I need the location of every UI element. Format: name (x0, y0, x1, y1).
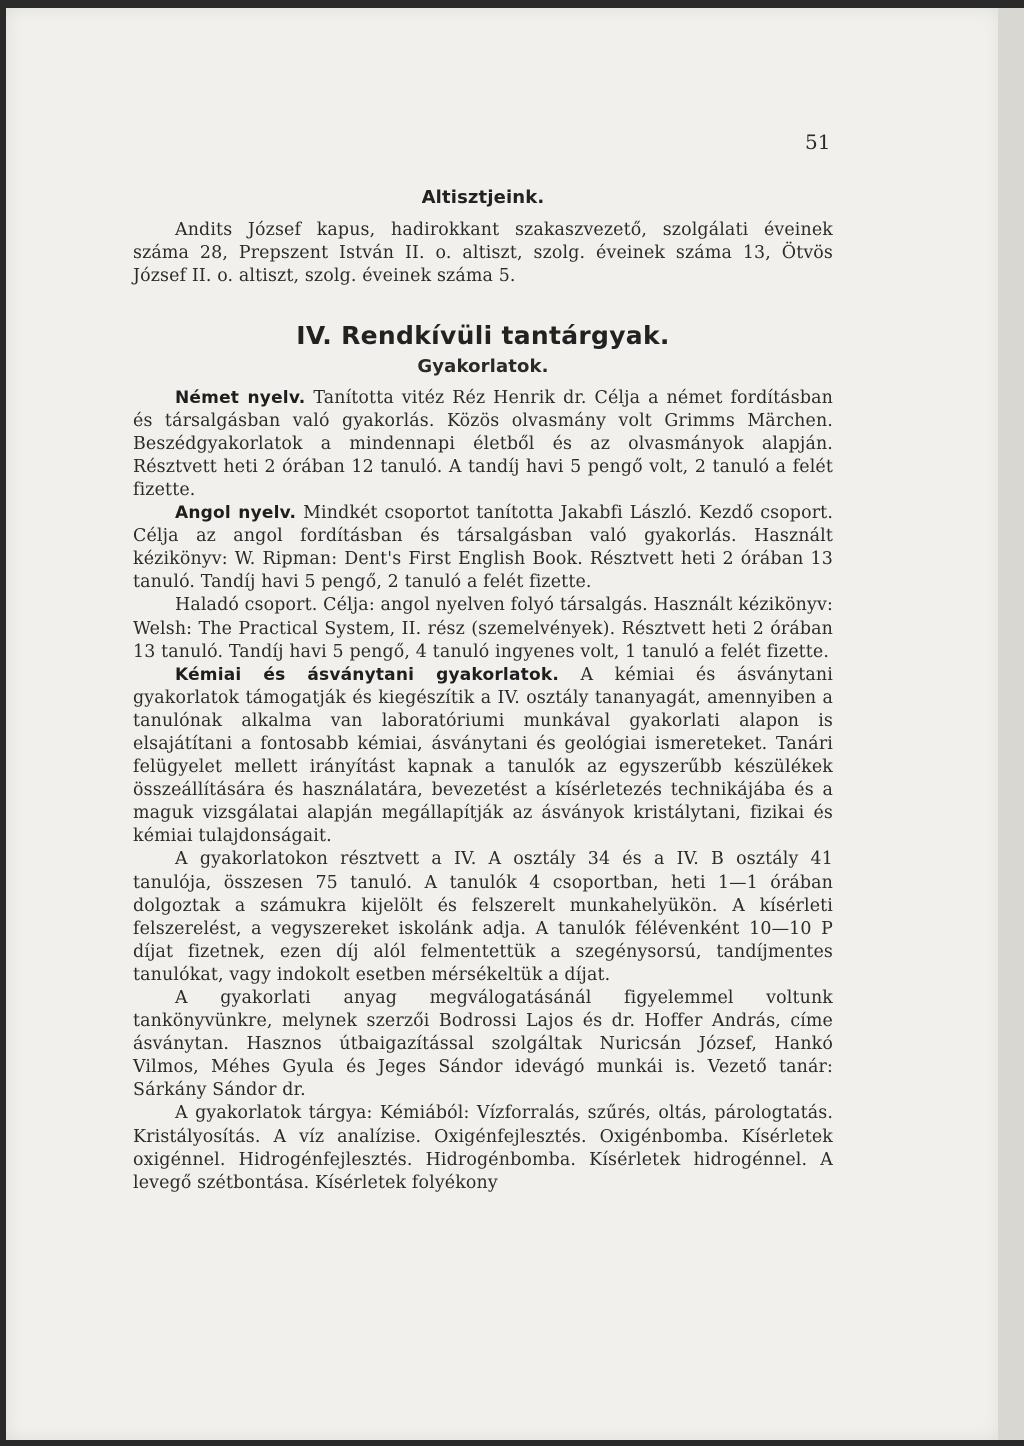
section-title: IV. Rendkívüli tantárgyak. (296, 321, 670, 351)
section-subtitle: Gyakorlatok. (417, 356, 549, 378)
kemiai-lead: Kémiai és ásványtani gyakorlatok. (175, 664, 560, 685)
kemiai-paragraph-2: A gyakorlatokon résztvett a IV. A osztály 34 és a IV. B osztály 41 tanulója, összesen 75 tanuló. A tanulók 4 csoportban, heti 1—1 órában dolgoztak a számukra kijelölt és felszerelt munkahelyükön. A kísérleti felszerelést, a vegyszereket iskolánk adja. A tanulók félévenként 10—10 P díjat fizetnek, ezen díj alól felmentettük a szegénysorsú, tandíjmentes tanulókat, vagy indokolt esetben mérsékeltük a díjat. (133, 849, 833, 985)
nemet-paragraph (133, 387, 833, 502)
angol-lead: Angol nyelv. (175, 503, 297, 524)
kemiai-text: A kémiai és ásványtani gyakorlatok támogatják és kiegészítik a IV. osztály tananyagát, amennyiben a tanulónak alkalma van laboratóriumi munkával gyakorlati alapon is elsajátítani a fontosabb kémiai, ásványtani és geológiai ismereteket. Tanári felügyelet mellett irányítást kapnak a tanulók az egyszerűbb készülékek összeállítására és használatára, bevezetést a kísérletezés technikájába és a maguk vizsgálatai alapján megállapítják az ásványok kristálytani, fizikai és kémiai tulajdonságait. (133, 664, 833, 847)
altisztjeink-paragraph: Andits József kapus, hadirokkant szakaszvezető, szolgálati éveinek száma 28, Prepszent István II. o. altiszt, szolg. éveinek száma 13, Ötvös József II. o. altiszt, szolg. éveinek száma 5. (133, 220, 833, 287)
page-content (133, 0, 833, 1195)
page-number: 51 (805, 130, 831, 154)
kemiai-paragraph (133, 664, 833, 849)
page-edge (998, 8, 1024, 1440)
nemet-text: Tanította vitéz Réz Henrik dr. Célja a német fordításban és társalgásban való gyakorlás. Közös olvasmány volt Grimms Märchen. Beszédgyakorlatok a mindennapi életből és az olvasmányok alapján. Résztvett heti 2 órában 12 tanuló. A tandíj havi 5 pengő volt, 2 tanuló a felét fizette. (133, 387, 834, 500)
kemiai-paragraph-3: A gyakorlati anyag megválogatásánál figyelemmel voltunk tankönyvünkre, melynek szerzői Bodrossi Lajos és dr. Hoffer András, címe ásványtan. Hasznos útbaigazítással szolgáltak Nuricsán József, Hankó Vilmos, Méhes Gyula és Jeges Sándor idevágó munkái is. Vezető tanár: Sárkány Sándor dr. (133, 988, 833, 1101)
kemiai-paragraph-4: A gyakorlatok tárgya: Kémiából: Vízforralás, szűrés, oltás, párologtatás. Kristályosítás. A víz analízise. Oxigénfejlesztés. Oxigénbomba. Kísérletek oxigénnel. Hidrogénfejlesztés. Hidrogénbomba. Kísérletek hidrogénnel. A levegő szétbontása. Kísérletek folyékony (133, 1103, 833, 1193)
halado-paragraph: Haladó csoport. Célja: angol nyelven folyó társalgás. Használt kézikönyv: Welsh: The Practical System, II. rész (szemelvények). Résztvett heti 2 órában 13 tanuló. Tandíj havi 5 pengő, 4 tanuló ingyenes volt, 1 tanuló a felét fizette. (133, 595, 833, 662)
nemet-lead: Német nyelv. (175, 387, 306, 408)
angol-paragraph (133, 502, 833, 594)
altisztjeink-heading: Altisztjeink. (421, 187, 545, 208)
angol-text: Mindkét csoportot tanította Jakabfi László. Kezdő csoport. Célja az angol fordításban és társalgásban való gyakorlás. Használt kézikönyv: W. Ripman: Dent's First English Book. Résztvett heti 2 órában 13 tanuló. Tandíj havi 5 pengő, 2 tanuló a felét fizette. (133, 503, 833, 593)
